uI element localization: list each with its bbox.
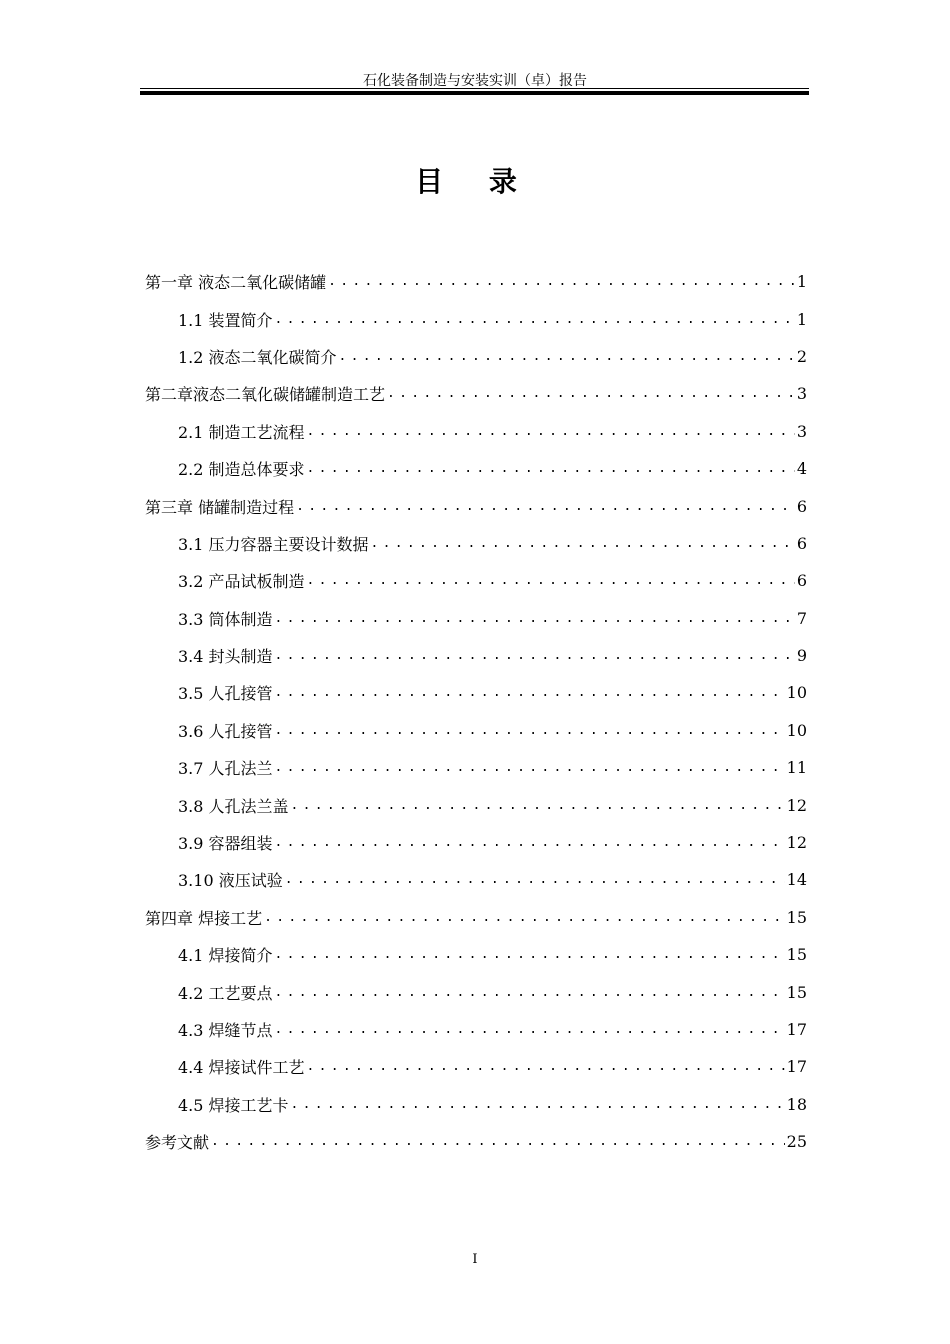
toc-entry[interactable]	[145, 674, 807, 711]
toc-entry[interactable]	[145, 1123, 807, 1160]
toc-leader-dots	[328, 274, 795, 289]
toc-entry-label: 3.10 液压试验	[178, 871, 283, 891]
toc-entry-page: 6	[796, 571, 807, 591]
toc-entry[interactable]	[145, 899, 807, 936]
toc-entry-page: 12	[786, 833, 807, 853]
toc-entry-page: 2	[796, 346, 807, 366]
toc-leader-dots	[275, 835, 785, 850]
table-of-contents	[145, 263, 807, 1160]
toc-leader-dots	[275, 312, 795, 327]
toc-entry-label: 2.2 制造总体要求	[178, 460, 305, 480]
toc-entry-page: 4	[796, 459, 807, 479]
toc-entry-page: 12	[786, 795, 807, 815]
toc-leader-dots	[307, 573, 795, 588]
toc-entry-page: 18	[786, 1094, 807, 1114]
toc-entry-page: 25	[786, 1132, 807, 1152]
toc-entry[interactable]	[145, 600, 807, 637]
toc-entry-page: 11	[786, 758, 807, 778]
header-rule-thick	[140, 91, 809, 95]
toc-leader-dots	[291, 798, 785, 813]
toc-leader-dots	[307, 424, 795, 439]
toc-entry[interactable]	[145, 861, 807, 898]
toc-entry[interactable]	[145, 786, 807, 823]
toc-entry-label: 4.4 焊接试件工艺	[178, 1058, 305, 1078]
toc-entry-page: 3	[796, 421, 807, 441]
toc-entry-page: 9	[796, 646, 807, 666]
toc-entry-label: 3.3 筒体制造	[178, 609, 273, 629]
toc-entry-label: 3.5 人孔接管	[178, 684, 273, 704]
toc-entry[interactable]	[145, 300, 807, 337]
toc-entry[interactable]	[145, 973, 807, 1010]
toc-entry-page: 1	[796, 309, 807, 329]
toc-entry-page: 10	[786, 720, 807, 740]
toc-entry-page: 17	[786, 1057, 807, 1077]
toc-leader-dots	[291, 1097, 785, 1112]
toc-leader-dots	[275, 760, 785, 775]
toc-entry-page: 6	[796, 496, 807, 516]
toc-entry[interactable]	[145, 375, 807, 412]
toc-leader-dots	[275, 648, 795, 663]
toc-entry-label: 第三章 储罐制造过程	[145, 497, 295, 517]
toc-entry-label: 4.5 焊接工艺卡	[178, 1095, 289, 1115]
toc-leader-dots	[275, 723, 785, 738]
toc-entry-page: 17	[786, 1020, 807, 1039]
toc-entry-label: 第四章 焊接工艺	[145, 908, 263, 928]
toc-entry[interactable]	[145, 450, 807, 487]
toc-entry-label: 第一章 液态二氧化碳储罐	[145, 273, 327, 293]
toc-entry-label: 3.6 人孔接管	[178, 721, 273, 741]
page-title: 目 录	[415, 165, 535, 198]
toc-entry-page: 15	[786, 907, 807, 927]
toc-entry-label: 2.1 制造工艺流程	[178, 422, 305, 442]
toc-entry[interactable]	[145, 562, 807, 599]
toc-leader-dots	[275, 685, 785, 700]
toc-leader-dots	[275, 985, 785, 1000]
header-rule-thin	[140, 88, 809, 89]
toc-entry-page: 6	[796, 533, 807, 553]
toc-entry[interactable]	[145, 1048, 807, 1085]
toc-entry[interactable]	[145, 1086, 807, 1123]
toc-entry-label: 4.1 焊接简介	[178, 946, 273, 966]
toc-entry[interactable]	[145, 712, 807, 749]
toc-entry-page: 10	[786, 683, 807, 703]
toc-entry[interactable]	[145, 413, 807, 450]
toc-entry-label: 4.3 焊缝节点	[178, 1021, 273, 1040]
toc-leader-dots	[264, 910, 785, 925]
toc-entry-label: 4.2 工艺要点	[178, 983, 273, 1003]
toc-entry[interactable]	[145, 637, 807, 674]
toc-entry-page: 15	[786, 982, 807, 1002]
toc-entry-label: 1.1 装置简介	[178, 310, 273, 330]
toc-leader-dots	[307, 461, 795, 476]
toc-leader-dots	[211, 1134, 785, 1149]
toc-leader-dots	[275, 947, 785, 962]
running-header: 石化装备制造与安装实训（卓）报告	[363, 73, 587, 89]
toc-leader-dots	[296, 499, 795, 514]
toc-leader-dots	[371, 536, 795, 551]
toc-entry-page: 1	[796, 272, 807, 292]
page-number: I	[472, 1252, 478, 1267]
toc-entry-label: 第二章液态二氧化碳储罐制造工艺	[145, 385, 386, 405]
toc-entry-label: 参考文献	[145, 1133, 210, 1153]
toc-leader-dots	[387, 386, 795, 401]
toc-entry-label: 3.4 封头制造	[178, 647, 273, 667]
toc-entry[interactable]	[145, 338, 807, 375]
toc-entry[interactable]	[145, 936, 807, 973]
toc-leader-dots	[285, 872, 785, 887]
toc-leader-dots	[275, 1022, 785, 1037]
toc-entry-page: 15	[786, 945, 807, 965]
toc-leader-dots	[339, 349, 795, 364]
toc-entry[interactable]	[145, 487, 807, 524]
toc-entry-label: 1.2 液态二氧化碳简介	[178, 347, 337, 367]
toc-entry-label: 3.9 容器组装	[178, 834, 273, 854]
toc-entry-label: 3.7 人孔法兰	[178, 759, 273, 779]
toc-entry[interactable]	[145, 263, 807, 300]
toc-entry-page: 7	[796, 608, 807, 628]
toc-entry-label: 3.8 人孔法兰盖	[178, 796, 289, 816]
toc-entry-page: 3	[796, 384, 807, 404]
toc-entry-label: 3.1 压力容器主要设计数据	[178, 534, 369, 554]
toc-entry[interactable]	[145, 824, 807, 861]
toc-entry-page: 14	[786, 870, 807, 890]
toc-leader-dots	[307, 1059, 785, 1074]
toc-entry-label: 3.2 产品试板制造	[178, 572, 305, 592]
toc-entry[interactable]	[145, 525, 807, 562]
toc-leader-dots	[275, 611, 795, 626]
toc-entry[interactable]	[145, 749, 807, 786]
toc-entry[interactable]	[145, 1011, 807, 1048]
